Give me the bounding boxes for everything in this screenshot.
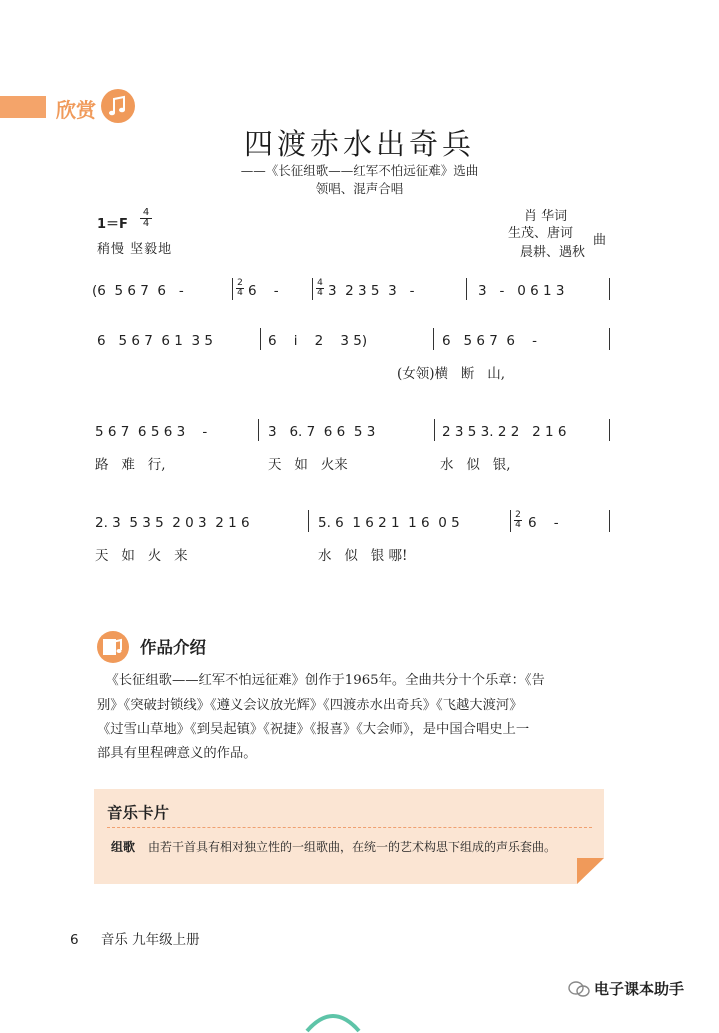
bar-line — [312, 278, 313, 300]
book-name: 音乐 九年级上册 — [100, 932, 200, 948]
lyrics-row2: (女领)横 断 山, — [397, 366, 506, 382]
bar-line — [260, 328, 261, 350]
lyrics-row3-a: 路 难 行, — [95, 457, 166, 473]
credit-qu: 曲 — [593, 233, 607, 248]
bar-line — [258, 419, 259, 441]
music-book-icon — [96, 630, 130, 664]
song-performance: 领唱、混声合唱 — [315, 181, 404, 196]
time-sig-change: 2 4 — [237, 278, 243, 298]
bar-line — [466, 278, 467, 300]
lyrics-row3-b: 天 如 火来 — [268, 457, 348, 473]
score-row3-m3: 2 3 5 3. 2 2 2 1 6 — [442, 424, 567, 440]
section-tab-bar — [0, 96, 46, 118]
intro-title: 作品介绍 — [140, 638, 206, 657]
time-sig-change: 2 4 — [515, 510, 521, 530]
score-row1-m3: 3 2 3 5 3 - — [328, 283, 415, 299]
card-term: 组歌 — [111, 840, 136, 854]
intro-line-3: 《过雪山草地》《到吴起镇》《祝捷》《报喜》《大会师》，是中国合唱史上一 — [97, 722, 530, 737]
score-row4-m3: 6 - — [528, 515, 559, 531]
score-row2-m1: 6 5 6 7 6 1 3 5 — [97, 333, 213, 349]
bar-line — [433, 328, 434, 350]
page-fold-icon — [577, 858, 604, 884]
time-sig-bottom: 4 — [140, 218, 152, 229]
credit-lyricist: 肖 华词 — [524, 209, 568, 224]
bottom-decoration — [304, 1007, 362, 1033]
bar-line — [609, 278, 610, 300]
bar-line — [434, 419, 435, 441]
score-row2-m3: 6 5 6 7 6 - — [442, 333, 538, 349]
score-row4-m2: 5. 6 1 6 2 1 1 6 0 5 — [318, 515, 460, 531]
bar-line — [609, 328, 610, 350]
bar-line — [510, 510, 511, 532]
music-card — [94, 789, 604, 884]
lyrics-row4-b: 水 似 银 哪! — [318, 548, 408, 564]
score-row3-m1: 5 6 7 6 5 6 3 - — [95, 424, 208, 440]
intro-line-1: 《长征组歌——红军不怕远征难》创作于1965年。全曲共分十个乐章：《告 — [97, 673, 545, 688]
credit-composer-2: 晨耕、遇秋 — [520, 245, 586, 260]
section-tab-label: 欣赏 — [56, 98, 96, 122]
card-divider — [107, 827, 592, 828]
lyrics-row4-a: 天 如 火 来 — [95, 548, 188, 564]
credit-composer-1: 生茂、唐诃 — [508, 226, 574, 241]
intro-line-2: 别》《突破封锁线》《遵义会议放光辉》《四渡赤水出奇兵》《飞越大渡河》 — [97, 698, 523, 713]
watermark-text: 电子课本助手 — [594, 980, 685, 998]
score-row4-m1: 2. 3 5 3 5 2 0 3 2 1 6 — [95, 515, 250, 531]
score-row1-m2: 6 - — [248, 283, 279, 299]
key-signature: 1＝F — [97, 217, 128, 232]
page-number: 6 — [70, 932, 79, 948]
time-sig-change: 4 4 — [317, 278, 323, 298]
song-title: 四渡赤水出奇兵 — [243, 127, 475, 161]
bar-line — [609, 510, 610, 532]
song-subtitle: ——《长征组歌——红军不怕远征难》选曲 — [240, 163, 479, 178]
page-footer — [70, 928, 200, 948]
bar-line — [308, 510, 309, 532]
intro-line-4: 部具有里程碑意义的作品。 — [97, 746, 257, 761]
tempo-marking: 稍慢 坚毅地 — [97, 242, 173, 257]
bar-line — [232, 278, 233, 300]
lyrics-row3-c: 水 似 银, — [440, 457, 511, 473]
time-sig-top: 4 — [142, 207, 150, 218]
music-note-icon — [100, 88, 136, 124]
score-row2-m2: 6 i 2 3 5) — [268, 333, 368, 349]
score-row1-m4: 3 - 0 6 1 3 — [478, 283, 565, 299]
card-title: 音乐卡片 — [107, 804, 170, 822]
time-signature — [140, 208, 152, 229]
bar-line — [609, 419, 610, 441]
score-row3-m2: 3 6. 7 6 6 5 3 — [268, 424, 376, 440]
score-row1-m1: (6 5 6 7 6 - — [92, 283, 184, 299]
wechat-icon — [568, 980, 590, 998]
card-definition: 由若干首具有相对独立性的一组歌曲，在统一的艺术构思下组成的声乐套曲。 — [148, 840, 557, 854]
